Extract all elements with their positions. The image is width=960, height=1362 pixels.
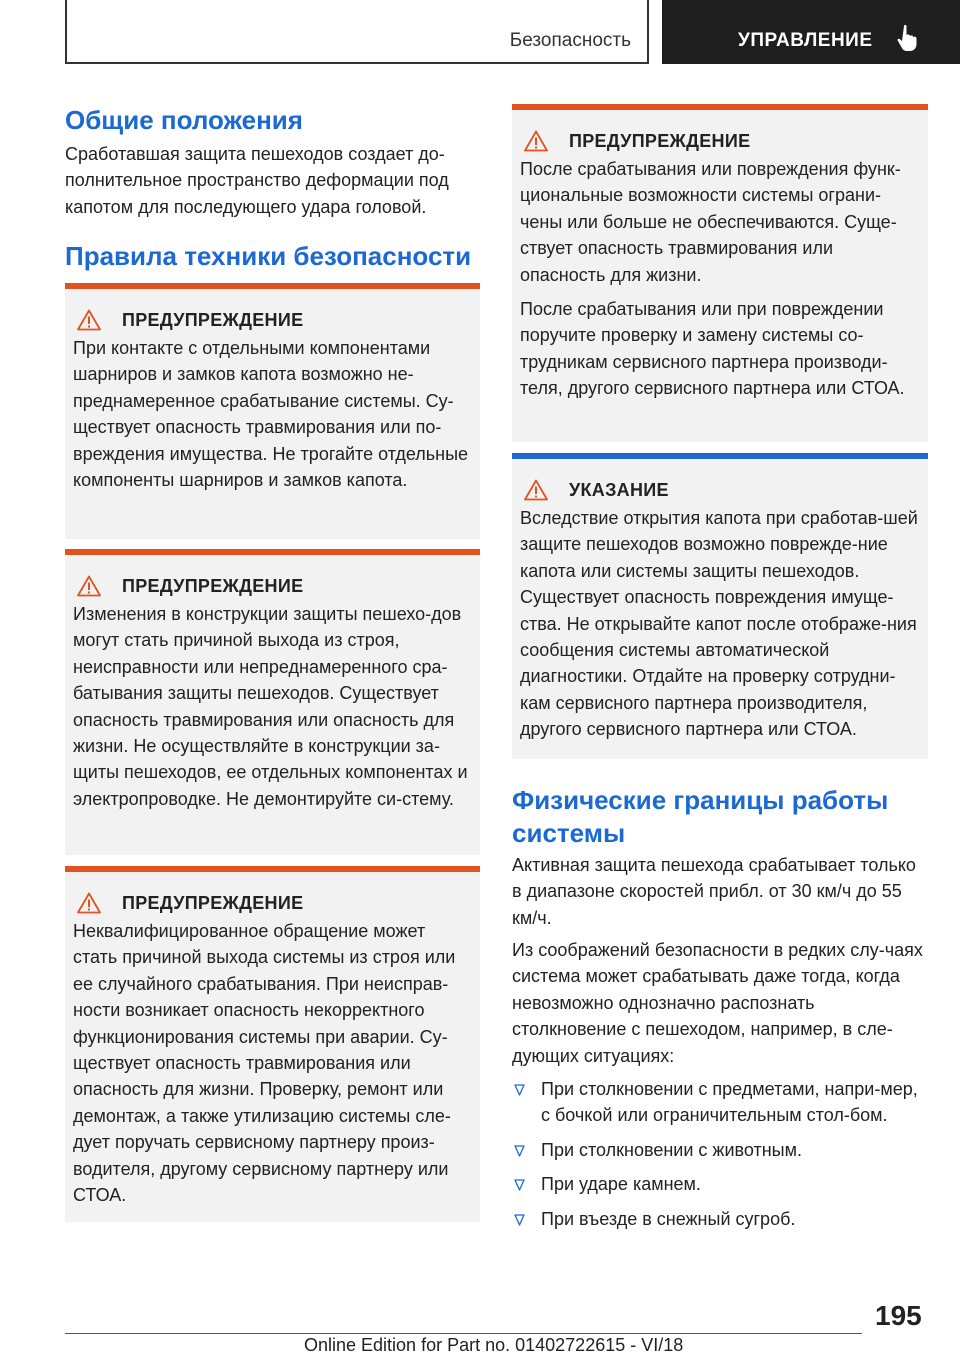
list-item: При въезде в снежный сугроб.: [512, 1206, 928, 1232]
warning-triangle-icon: [77, 892, 101, 914]
warning-box-2: [65, 549, 480, 855]
bullet-triangle-icon: [514, 1214, 525, 1226]
list-item: При столкновении с животным.: [512, 1137, 928, 1163]
warning-text: При контакте с отдельными компонентами шарниров и замков капота возможно не-преднамеренное срабатывание системы. Су-ществует опасность травмирования или по-вреждения имущества. Не трогайте отдельные компоненты шарниров и замков капота.: [73, 338, 469, 491]
bullet-triangle-icon: [514, 1084, 525, 1096]
limits-text-2: Из соображений безопасности в редких слу-чаях система может срабатывать даже тогда, когда невозможно однозначно распознать столкновение с пешеходом, например, в сле-дующих ситуациях:: [512, 940, 923, 1066]
warning-box-1: [65, 283, 480, 539]
pointing-hand-icon: [895, 24, 921, 52]
general-text: Сработавшая защита пешеходов создает до-полнительное пространство деформации под капотом для последующего удара головой.: [65, 144, 449, 217]
bullet-triangle-icon: [514, 1145, 525, 1157]
list-item: При ударе камнем.: [512, 1171, 928, 1197]
header-section-tab: [65, 0, 649, 64]
warning-text-1: После срабатывания или повреждения функ-циональные возможности системы ограни-чены или больше не обеспечиваются. Суще-ствует опасность травмирования или опасность для жизни.: [520, 159, 901, 285]
warning-text: Неквалифицированное обращение может стать причиной выхода системы из строя или ее случайного срабатывания. При неисправ-ности возникает опасность некорректного функционирования системы при аварии. Су-ществует опасность травмирования или опасность для жизни. Проверку, ремонт или демонтаж, а также утилизацию системы сле-дует поручать сервисному партнеру произ-водителя, другому сервисному партнеру или СТОА.: [73, 921, 456, 1206]
warning-triangle-icon: [77, 575, 101, 597]
warning-title: ПРЕДУПРЕЖДЕНИЕ: [73, 892, 472, 914]
limits-heading: Физические границы работы системы: [512, 785, 889, 848]
notice-box: [512, 453, 928, 759]
warning-text: Изменения в конструкции защиты пешехо-дов могут стать причиной выхода из строя, неисправности или непреднамеренного сра-батывания защиты пешеходов. Существует опасность травмирования или опасность для жизни. Не осуществляйте в конструкции за-щиты пешеходов, ее отдельных компонентах и электропроводке. Не демонтируйте си-стему.: [73, 604, 468, 809]
page-number: 195: [875, 1300, 922, 1331]
rules-heading: Правила техники безопасности: [65, 241, 472, 271]
warning-box-3: [65, 866, 480, 1222]
list-item: При столкновении с предметами, напри-мер, с бочкой или ограничительным стол-бом.: [512, 1076, 928, 1129]
footer-edition: Online Edition for Part no. 01402722615 - VI/18: [304, 1335, 684, 1355]
footer-divider: [65, 1333, 862, 1334]
situations-list: [512, 1068, 928, 1232]
warning-title: ПРЕДУПРЕЖДЕНИЕ: [73, 575, 472, 597]
header-chapter-tab: [662, 0, 960, 64]
warning-title: ПРЕДУПРЕЖДЕНИЕ: [73, 309, 472, 331]
bullet-triangle-icon: [514, 1179, 525, 1191]
warning-triangle-icon: [524, 130, 548, 152]
limits-text-1: Активная защита пешехода срабатывает только в диапазоне скоростей прибл. от 30 км/ч до 55 км/ч.: [512, 855, 916, 928]
warning-title: ПРЕДУПРЕЖДЕНИЕ: [520, 130, 920, 152]
chapter-title: УПРАВЛЕНИЕ: [738, 30, 873, 51]
section-title: Безопасность: [509, 30, 631, 51]
warning-box-4: [512, 104, 928, 442]
warning-text-2: После срабатывания или при повреждении поручите проверку и замену системы со-трудникам сервисного партнера производи-теля, другого сервисного партнера или СТОА.: [520, 299, 905, 399]
general-heading: Общие положения: [65, 105, 303, 135]
notice-text: Вследствие открытия капота при сработав-шей защите пешеходов возможно поврежде-ние капота или системы защиты пешеходов. Существует опасность повреждения имуще-ства. Не открывайте капот после отображе-ния сообщения системы автоматической диагностики. Отдайте на проверку сотрудни-кам сервисного партнера производителя, другого сервисного партнера или СТОА.: [520, 508, 918, 740]
warning-triangle-icon: [77, 309, 101, 331]
warning-triangle-icon: [524, 479, 548, 501]
notice-title: УКАЗАНИЕ: [520, 479, 920, 501]
